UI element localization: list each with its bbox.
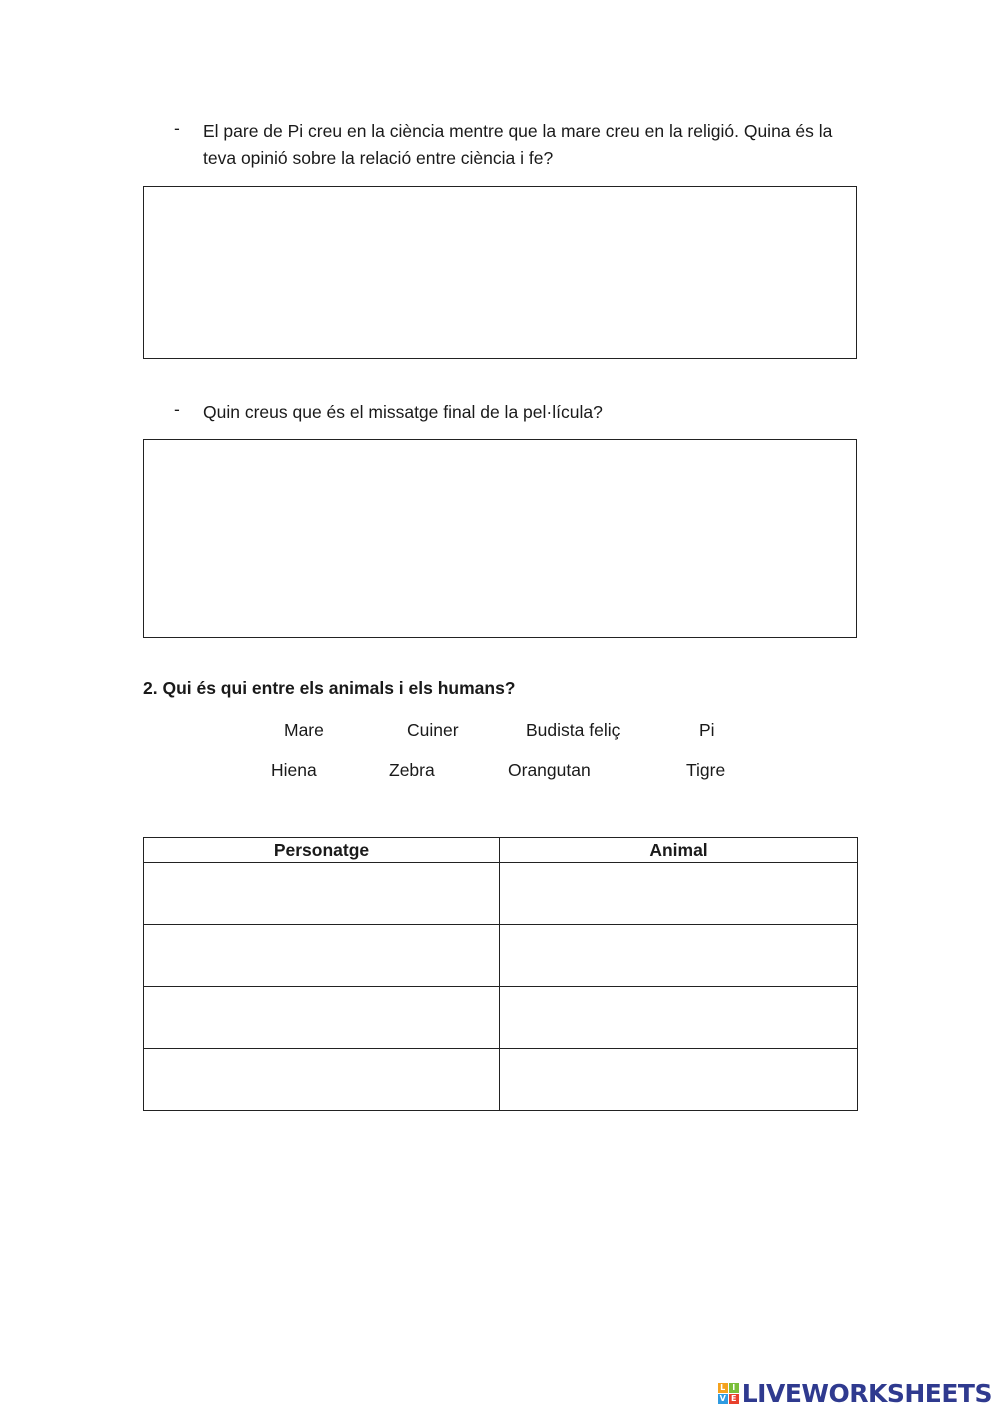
question-1-bullet: - (174, 118, 180, 138)
word-budista-felic: Budista feliç (526, 720, 621, 740)
question-2-text: Quin creus que és el missatge final de la pel·lícula? (203, 402, 603, 422)
table-row (144, 1049, 858, 1111)
matching-table (143, 837, 858, 1111)
table-row (144, 863, 858, 925)
animal-cell[interactable] (500, 1049, 858, 1111)
answer-box-2[interactable] (143, 439, 857, 638)
word-cuiner: Cuiner (407, 720, 459, 740)
animal-cell[interactable] (500, 925, 858, 987)
logo-letter-e: E (729, 1394, 739, 1404)
personatge-cell[interactable] (144, 863, 500, 925)
personatge-cell[interactable] (144, 1049, 500, 1111)
word-mare: Mare (284, 720, 324, 740)
word-hiena: Hiena (271, 760, 317, 780)
logo-letter-l: L (718, 1383, 728, 1393)
section-2-title: 2. Qui és qui entre els animals i els humans? (143, 678, 516, 698)
personatge-cell[interactable] (144, 925, 500, 987)
animal-cell[interactable] (500, 863, 858, 925)
brand-name: LIVEWORKSHEETS (741, 1378, 992, 1408)
liveworksheets-logo-icon (718, 1383, 739, 1404)
liveworksheets-brand (718, 1378, 992, 1408)
table-header-row (144, 838, 858, 863)
answer-box-1[interactable] (143, 186, 857, 359)
table-row (144, 925, 858, 987)
word-orangutan: Orangutan (508, 760, 591, 780)
question-2-bullet: - (174, 399, 180, 419)
logo-letter-i: I (729, 1383, 739, 1393)
table-row (144, 987, 858, 1049)
personatge-cell[interactable] (144, 987, 500, 1049)
header-personatge: Personatge (144, 838, 500, 863)
question-1-text: El pare de Pi creu en la ciència mentre que la mare creu en la religió. Quina és la teva opinió sobre la relació entre ciència i fe? (203, 121, 833, 168)
animal-cell[interactable] (500, 987, 858, 1049)
word-zebra: Zebra (389, 760, 435, 780)
logo-letter-v: V (719, 1393, 726, 1403)
header-animal: Animal (500, 838, 858, 863)
word-pi: Pi (699, 720, 715, 740)
word-tigre: Tigre (686, 760, 726, 780)
